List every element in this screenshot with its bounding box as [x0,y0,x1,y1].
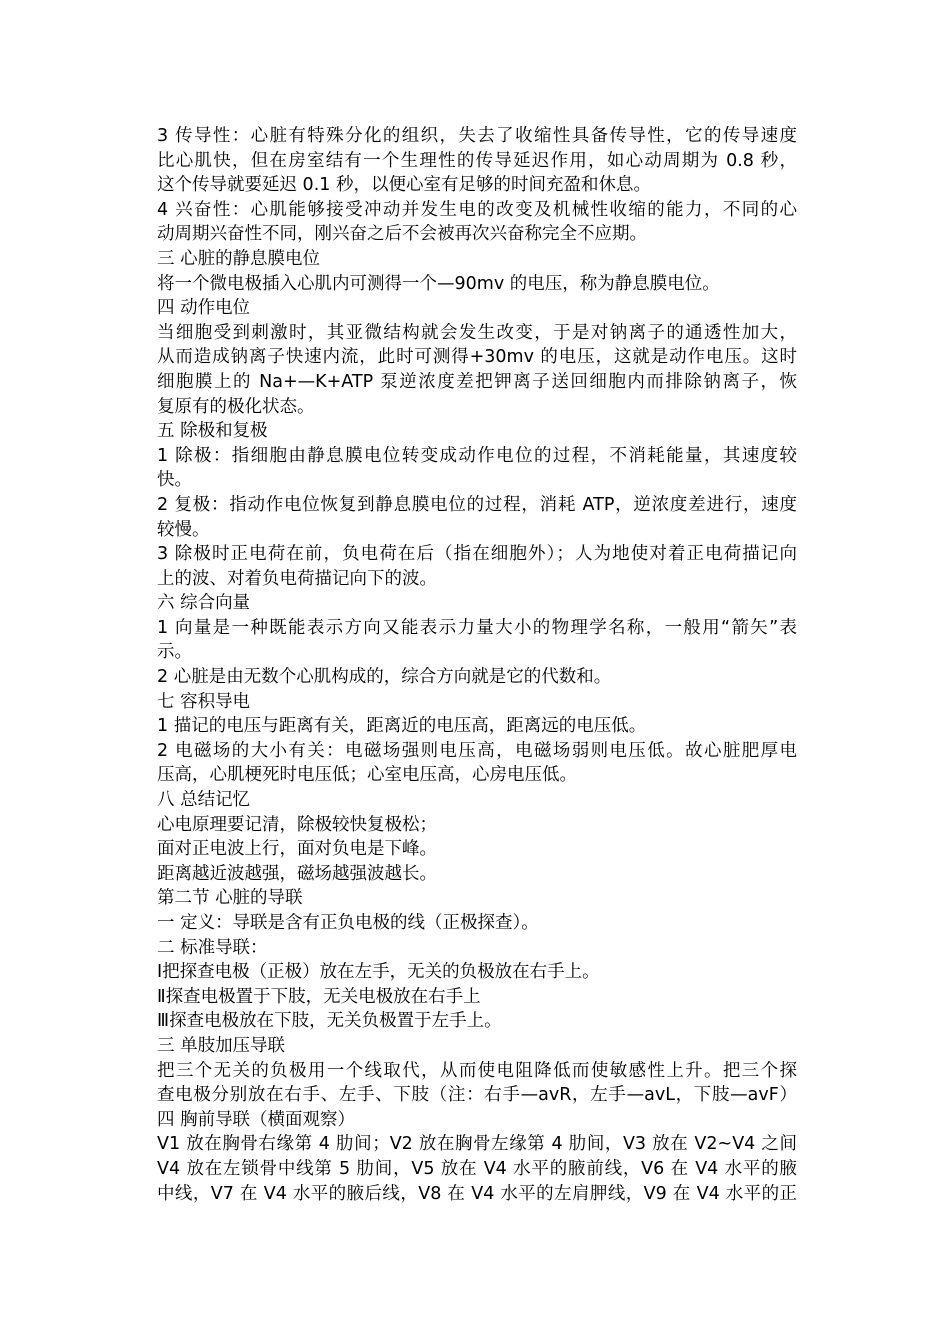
text-line: 距离越近波越强，磁场越强波越长。 [157,863,437,884]
text-line: 3 除极时正电荷在前，负电荷在后（指在细胞外）；人为地使对着正电荷描记向 [157,544,797,565]
text-line: 上的波、对着负电荷描记向下的波。 [157,568,437,589]
text-line: 四 动作电位 [157,298,251,319]
text-line: 八 总结记忆 [157,790,251,811]
text-line: 示。 [157,642,192,663]
text-line: 三 心脏的静息膜电位 [157,248,321,269]
text-line: 动周期兴奋性不同，刚兴奋之后不会被再次兴奋称完全不应期。 [157,224,647,245]
text-line: 把三个无关的负极用一个线取代，从而使电阻降低而使敏感性上升。把三个探 [157,1060,797,1081]
text-line: 3 传导性：心脏有特殊分化的组织，失去了收缩性具备传导性，它的传导速度 [157,126,797,146]
text-line: 心电原理要记清，除极较快复极松； [157,814,437,835]
text-line: 面对正电波上行，面对负电是下峰。 [157,839,437,860]
text-line: 2 电磁场的大小有关：电磁场强则电压高，电磁场弱则电压低。故心脏肥厚电 [157,740,797,761]
text-line: 这个传导就要延迟 0.1 秒，以便心室有足够的时间充盈和休息。 [157,175,651,196]
text-line: 1 除极：指细胞由静息膜电位转变成动作电位的过程，不消耗能量，其速度较 [157,445,797,466]
text-line: 快。 [157,470,192,491]
document-body [157,124,797,1206]
text-line: 第二节 心脏的导联 [157,888,303,909]
text-line: 四 胸前导联（横面观察） [157,1109,356,1130]
text-line: 当细胞受到刺激时，其亚微结构就会发生改变，于是对钠离子的通透性加大， [157,322,797,343]
text-line: 较慢。 [157,519,210,540]
text-line: 复原有的极化状态。 [157,396,315,417]
text-line: 细胞膜上的 Na+—K+ATP 泵逆浓度差把钾离子送回细胞内而排除钠离子，恢 [157,371,797,392]
text-line: 中线，V7 在 V4 水平的腋后线，V8 在 V4 水平的左肩胛线，V9 在 V4 水平的正 [157,1183,797,1204]
text-line: V1 放在胸骨右缘第 4 肋间；V2 放在胸骨左缘第 4 肋间，V3 放在 V2~V4 之间 [157,1134,797,1155]
text-line: 一 定义：导联是含有正负电极的线（正极探查）。 [157,913,539,933]
text-line: 1 向量是一种既能表示方向又能表示力量大小的物理学名称，一般用“箭矢”表 [157,617,797,638]
text-line: V4 放在左锁骨中线第 5 肋间，V5 放在 V4 水平的腋前线，V6 在 V4 水平的腋 [157,1158,797,1179]
text-line: 查电极分别放在右手、左手、下肢（注：右手—avR，左手—avL，下肢—avF） [157,1085,797,1106]
text-line: 1 描记的电压与距离有关，距离近的电压高，距离远的电压低。 [157,716,647,737]
text-line: 4 兴奋性：心肌能够接受冲动并发生电的改变及机械性收缩的能力，不同的心 [157,199,797,220]
text-line: 2 复极：指动作电位恢复到静息膜电位的过程，消耗 ATP，逆浓度差进行，速度 [157,494,797,515]
text-line: 六 综合向量 [157,593,251,614]
text-line: 将一个微电极插入心肌内可测得一个—90mv 的电压，称为静息膜电位。 [157,273,720,294]
text-line: Ⅰ把探查电极（正极）放在左手，无关的负极放在右手上。 [157,962,600,983]
text-line: 二 标准导联： [157,937,268,958]
text-line: 三 单肢加压导联 [157,1035,286,1056]
text-line: Ⅱ探查电极置于下肢，无关电极放在右手上 [157,986,481,1007]
text-line: 从而造成钠离子快速内流，此时可测得+30mv 的电压，这就是动作电压。这时 [157,347,797,368]
text-line: 2 心脏是由无数个心肌构成的，综合方向就是它的代数和。 [157,667,612,688]
text-line: 压高，心肌梗死时电压低；心室电压高，心房电压低。 [157,765,577,786]
text-line: Ⅲ探查电极放在下肢，无关负极置于左手上。 [157,1011,502,1032]
text-line: 五 除极和复极 [157,421,268,442]
text-line: 比心肌快，但在房室结有一个生理性的传导延迟作用，如心动周期为 0.8 秒， [157,150,797,171]
text-line: 七 容积导电 [157,691,251,712]
